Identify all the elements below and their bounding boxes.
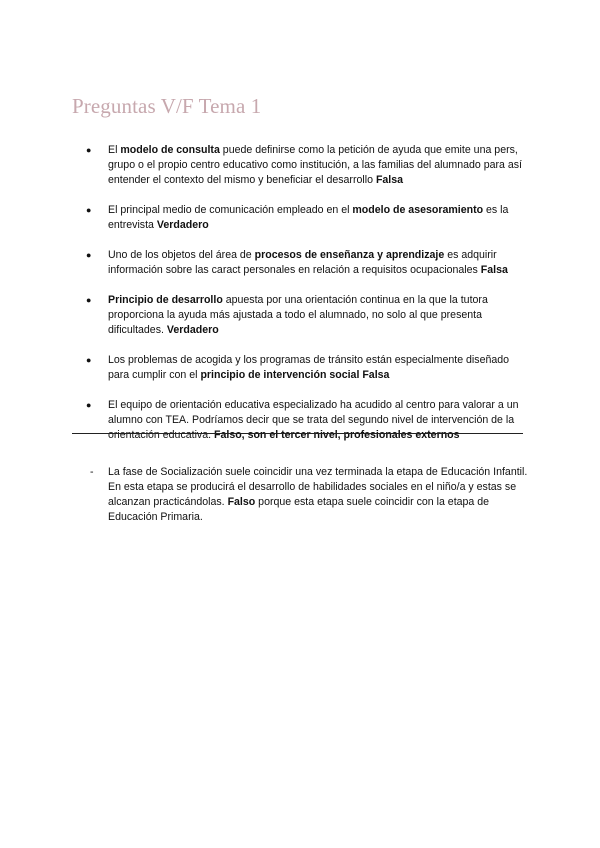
bullet-icon: ● [86, 205, 92, 215]
bold-text: modelo de asesoramiento [352, 204, 484, 216]
text-segment: El [108, 144, 121, 156]
bold-text: Falso [227, 496, 256, 508]
list-item [86, 143, 530, 188]
list-item [86, 353, 530, 383]
list-item [86, 203, 530, 233]
list-item [86, 398, 530, 443]
item-text [108, 249, 508, 276]
bold-text: principio de intervención social Falsa [200, 369, 390, 381]
text-segment: El equipo de orientación educativa especializado ha acudido al centro para valorar a un alumno con TEA. Podríamos decir que se trata del segundo nivel de intervención de la orientación educativa. [108, 399, 519, 441]
list-item [86, 248, 530, 278]
bold-text: Falsa [480, 264, 508, 276]
bold-text: Verdadero [166, 324, 219, 336]
dash-icon: - [90, 466, 94, 478]
text-segment: es adquirir información sobre las caract personales en relación a requisitos ocupacionales [108, 249, 497, 276]
item-text [108, 144, 522, 186]
bold-text: modelo de consulta [120, 144, 220, 156]
bullet-icon: ● [86, 250, 92, 260]
list-item [86, 293, 530, 338]
page-title: Preguntas V/F Tema 1 [72, 94, 262, 118]
text-segment: es la entrevista [108, 204, 509, 231]
bullet-icon: ● [86, 145, 92, 155]
dash-list [90, 465, 530, 525]
bold-text: Principio de desarrollo [108, 294, 223, 306]
item-text [108, 204, 508, 231]
bold-text: Falsa [375, 174, 404, 186]
text-segment: La fase de Socialización suele coincidir una vez terminada la etapa de Educación Infantil. En esta etapa se producirá el desarrollo de habilidades sociales en el niño/a y estas se alcanzan practicándolas. [108, 466, 528, 508]
item-text [108, 294, 488, 336]
horizontal-divider [72, 433, 523, 434]
bold-text: Falso, son el tercer nivel, profesionales externos [214, 429, 460, 441]
bold-text: Verdadero [156, 219, 209, 231]
list-item [90, 465, 530, 525]
text-segment: apuesta por una orientación continua en la que la tutora proporciona la ayuda más ajustada a todo el alumnado, no solo al que presenta dificultades. [108, 294, 488, 336]
item-text [108, 354, 509, 381]
item-text [108, 466, 527, 523]
bullet-icon: ● [86, 355, 92, 365]
text-segment: Uno de los objetos del área de [108, 249, 255, 261]
item-text [108, 399, 519, 441]
text-segment: porque esta etapa suele coincidir con la etapa de Educación Primaria. [108, 496, 490, 523]
bold-text: procesos de enseñanza y aprendizaje [254, 249, 445, 261]
bullet-icon: ● [86, 295, 92, 305]
bullet-icon: ● [86, 400, 92, 410]
text-segment: El principal medio de comunicación empleado en el [108, 204, 353, 216]
text-segment: puede definirse como la petición de ayuda que emite una pers, grupo o el propio centro educativo como institución, a las familias del alumnado para así entender el contexto del mismo y beneficiar el desarrollo [108, 144, 522, 186]
text-segment: Los problemas de acogida y los programas de tránsito están especialmente diseñado para cumplir con el [108, 354, 510, 381]
question-list [86, 143, 530, 458]
